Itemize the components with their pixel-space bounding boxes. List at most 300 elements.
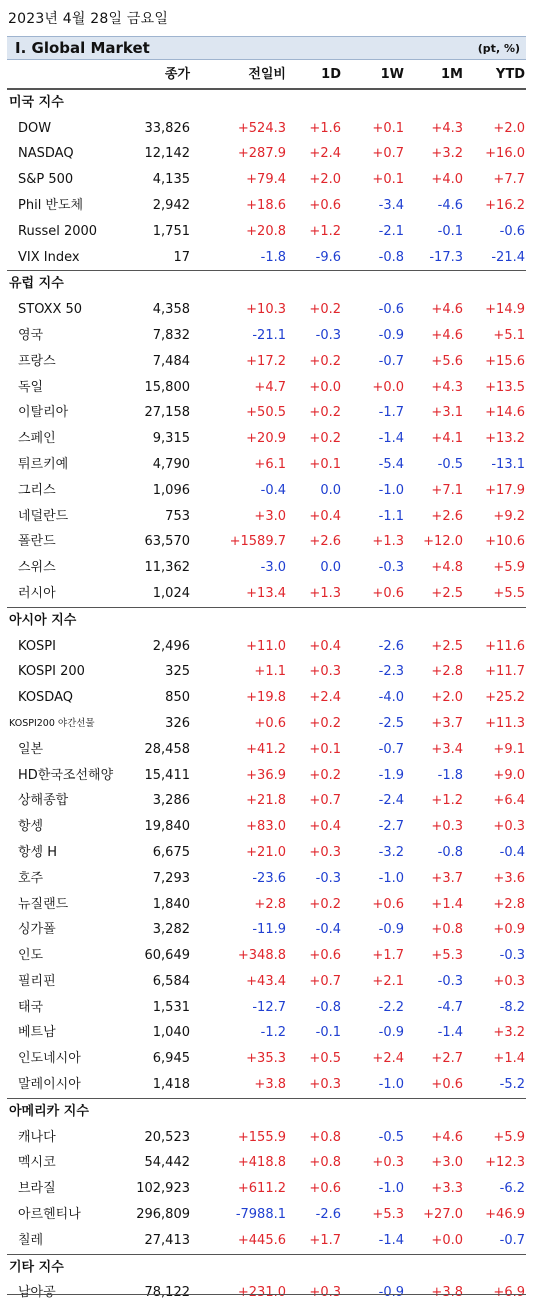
- change-ytd: +16.0: [485, 146, 525, 162]
- change-1m: +2.7: [431, 1051, 463, 1067]
- change-1m: -4.7: [437, 999, 463, 1015]
- close-value: 1,531: [152, 999, 190, 1015]
- change-1w: -1.4: [378, 431, 404, 447]
- change-ytd: +14.9: [485, 302, 525, 318]
- table-row: [7, 995, 526, 1021]
- table-row: [7, 452, 526, 478]
- change-1d: -0.3: [315, 870, 341, 886]
- table-header: [7, 62, 526, 89]
- change-value: +41.2: [246, 741, 286, 757]
- close-value: 1,418: [152, 1077, 190, 1093]
- table-row: [7, 866, 526, 892]
- table-row: [7, 1202, 526, 1228]
- index-name: 남아공: [18, 1285, 56, 1301]
- change-1m: +27.0: [423, 1207, 463, 1223]
- close-value: 17: [173, 249, 190, 265]
- index-name: 호주: [18, 870, 44, 886]
- change-1m: +2.5: [431, 585, 463, 601]
- change-1d: -0.8: [315, 999, 341, 1015]
- header-1w: 1W: [380, 67, 404, 82]
- change-1d: +1.6: [309, 120, 341, 136]
- index-name: Phil 반도체: [18, 197, 84, 213]
- change-value: +155.9: [237, 1129, 286, 1145]
- change-ytd: +11.7: [485, 664, 525, 680]
- change-1w: -1.0: [378, 1181, 404, 1197]
- change-value: -11.9: [252, 922, 286, 938]
- index-name: 항셍 H: [18, 844, 58, 860]
- index-name: 항셍: [18, 819, 44, 835]
- change-1d: +0.6: [309, 1181, 341, 1197]
- change-1m: -0.5: [437, 456, 463, 472]
- change-ytd: +1.4: [493, 1051, 525, 1067]
- table-row: [7, 1020, 526, 1046]
- change-1d: +0.3: [309, 1285, 341, 1301]
- table-row: [7, 555, 526, 581]
- change-1w: -0.9: [378, 1025, 404, 1041]
- change-value: -3.0: [260, 560, 286, 576]
- change-1m: -1.8: [437, 767, 463, 783]
- change-ytd: -21.4: [491, 249, 525, 265]
- index-name: 인도: [18, 948, 44, 964]
- table-row: [7, 193, 526, 219]
- change-value: +20.9: [246, 431, 286, 447]
- change-value: -1.8: [260, 249, 286, 265]
- table-row: [7, 634, 526, 660]
- close-value: 3,282: [152, 922, 190, 938]
- close-value: 27,413: [144, 1232, 190, 1248]
- change-1m: +4.1: [431, 431, 463, 447]
- change-1d: +2.6: [309, 534, 341, 550]
- change-1d: +0.2: [309, 715, 341, 731]
- close-value: 12,142: [144, 146, 190, 162]
- change-1m: +3.4: [431, 741, 463, 757]
- close-value: 15,800: [144, 379, 190, 395]
- change-1d: +0.2: [309, 431, 341, 447]
- change-ytd: +11.3: [485, 715, 525, 731]
- change-1d: -2.6: [315, 1207, 341, 1223]
- change-1m: +2.5: [431, 638, 463, 654]
- table-row: [7, 581, 526, 607]
- change-1m: +4.6: [431, 1129, 463, 1145]
- table-row: [7, 711, 526, 737]
- change-1w: +5.3: [372, 1207, 404, 1223]
- change-1w: -1.1: [378, 508, 404, 524]
- index-name: 일본: [18, 741, 44, 757]
- section-title: 아시아 지수: [9, 612, 77, 628]
- index-name: 스위스: [18, 560, 56, 576]
- change-ytd: +5.5: [493, 585, 525, 601]
- change-1m: +0.3: [431, 819, 463, 835]
- change-value: +3.8: [254, 1077, 286, 1093]
- index-name: KOSPI 200: [18, 664, 85, 680]
- change-value: +83.0: [246, 819, 286, 835]
- change-1w: -2.4: [378, 793, 404, 809]
- table-row: [7, 1125, 526, 1151]
- change-1w: +1.7: [372, 948, 404, 964]
- index-name: 말레이시아: [18, 1077, 81, 1093]
- table-row: [7, 969, 526, 995]
- change-value: +11.0: [246, 638, 286, 654]
- close-value: 850: [165, 690, 190, 706]
- section-header: [7, 1098, 526, 1125]
- change-ytd: +13.5: [485, 379, 525, 395]
- change-value: +348.8: [237, 948, 286, 964]
- report-date: 2023년 4월 28일 금요일: [8, 11, 169, 27]
- index-name: 네덜란드: [18, 508, 69, 524]
- close-value: 296,809: [136, 1207, 190, 1223]
- change-value: +36.9: [246, 767, 286, 783]
- table-bottom-rule: [7, 1294, 526, 1295]
- index-name: Russel 2000: [18, 223, 98, 239]
- section-title: 아메리카 지수: [9, 1103, 89, 1119]
- change-value: -21.1: [252, 327, 286, 343]
- change-1w: +0.7: [372, 146, 404, 162]
- close-value: 27,158: [144, 405, 190, 421]
- change-value: +50.5: [246, 405, 286, 421]
- change-1d: -0.3: [315, 327, 341, 343]
- change-1m: +5.3: [431, 948, 463, 964]
- change-ytd: +6.4: [493, 793, 525, 809]
- change-ytd: +7.7: [493, 172, 525, 188]
- index-name: 뉴질랜드: [18, 896, 69, 912]
- change-1m: +1.2: [431, 793, 463, 809]
- close-value: 11,362: [144, 560, 190, 576]
- index-name: 베트남: [18, 1025, 56, 1041]
- section-title: 기타 지수: [9, 1259, 64, 1275]
- table-row: [7, 426, 526, 452]
- close-value: 6,675: [152, 844, 190, 860]
- header-change: 전일비: [248, 67, 286, 82]
- change-value: +524.3: [237, 120, 286, 136]
- change-1d: +0.4: [309, 508, 341, 524]
- change-1w: -0.9: [378, 327, 404, 343]
- change-ytd: +2.0: [493, 120, 525, 136]
- table-row: [7, 814, 526, 840]
- change-1w: -1.9: [378, 767, 404, 783]
- change-1d: +0.0: [309, 379, 341, 395]
- change-1w: -1.7: [378, 405, 404, 421]
- change-1m: +2.0: [431, 690, 463, 706]
- change-1m: +12.0: [423, 534, 463, 550]
- close-value: 7,484: [152, 353, 190, 369]
- change-value: +43.4: [246, 973, 286, 989]
- change-1m: +0.6: [431, 1077, 463, 1093]
- section-banner: [7, 36, 526, 60]
- change-1d: +0.2: [309, 896, 341, 912]
- table-row: [7, 116, 526, 142]
- change-ytd: +25.2: [485, 690, 525, 706]
- close-value: 6,945: [152, 1051, 190, 1067]
- table-row: [7, 892, 526, 918]
- change-value: -12.7: [252, 999, 286, 1015]
- change-1d: 0.0: [320, 482, 341, 498]
- index-name: KOSPI200 야간선물: [9, 717, 95, 729]
- change-1m: -0.1: [437, 223, 463, 239]
- close-value: 325: [165, 664, 190, 680]
- change-1m: +3.7: [431, 715, 463, 731]
- index-name: 영국: [18, 327, 44, 343]
- change-ytd: +5.9: [493, 1129, 525, 1145]
- change-1m: +3.1: [431, 405, 463, 421]
- change-1w: -0.9: [378, 1285, 404, 1301]
- change-value: +611.2: [237, 1181, 286, 1197]
- change-1m: +0.0: [431, 1232, 463, 1248]
- change-1m: +3.2: [431, 146, 463, 162]
- header-1m: 1M: [441, 67, 463, 82]
- close-value: 1,840: [152, 896, 190, 912]
- index-name: 아르헨티나: [18, 1207, 81, 1223]
- change-1w: -2.2: [378, 999, 404, 1015]
- change-1m: +3.0: [431, 1155, 463, 1171]
- table-row: [7, 504, 526, 530]
- change-1w: +2.1: [372, 973, 404, 989]
- change-ytd: +2.8: [493, 896, 525, 912]
- table-row: [7, 1046, 526, 1072]
- change-1d: +0.2: [309, 405, 341, 421]
- change-1w: -0.3: [378, 560, 404, 576]
- change-1w: -2.1: [378, 223, 404, 239]
- table-row: [7, 1176, 526, 1202]
- change-1m: -0.3: [437, 973, 463, 989]
- change-value: +1.1: [254, 664, 286, 680]
- change-1m: +0.8: [431, 922, 463, 938]
- index-name: S&P 500: [18, 172, 74, 188]
- table-row: [7, 685, 526, 711]
- change-1w: +2.4: [372, 1051, 404, 1067]
- table-row: [7, 763, 526, 789]
- index-name: 칠레: [18, 1232, 44, 1248]
- section-header: [7, 1254, 526, 1281]
- change-value: +0.6: [254, 715, 286, 731]
- change-1d: +0.3: [309, 664, 341, 680]
- change-1m: +4.6: [431, 327, 463, 343]
- index-name: 러시아: [18, 585, 56, 601]
- change-1m: +5.6: [431, 353, 463, 369]
- change-1m: +3.7: [431, 870, 463, 886]
- change-ytd: -0.4: [499, 844, 525, 860]
- index-name: 스페인: [18, 431, 56, 447]
- close-value: 753: [165, 508, 190, 524]
- close-value: 7,832: [152, 327, 190, 343]
- change-1w: +0.1: [372, 120, 404, 136]
- change-value: +10.3: [246, 302, 286, 318]
- change-1d: +0.7: [309, 793, 341, 809]
- change-ytd: +10.6: [485, 534, 525, 550]
- change-1m: +4.3: [431, 379, 463, 395]
- index-name: 인도네시아: [18, 1051, 81, 1067]
- index-name: 튀르키예: [18, 456, 69, 472]
- change-1d: +0.5: [309, 1051, 341, 1067]
- change-ytd: -5.2: [499, 1077, 525, 1093]
- close-value: 33,826: [144, 120, 190, 136]
- table-row: [7, 141, 526, 167]
- change-1w: -0.9: [378, 922, 404, 938]
- index-name: STOXX 50: [18, 302, 83, 318]
- change-1d: +1.3: [309, 585, 341, 601]
- change-1m: +4.6: [431, 302, 463, 318]
- change-ytd: +14.6: [485, 405, 525, 421]
- change-ytd: -0.3: [499, 948, 525, 964]
- close-value: 28,458: [144, 741, 190, 757]
- index-name: NASDAQ: [18, 146, 74, 162]
- section-title: 미국 지수: [9, 94, 64, 110]
- change-value: +79.4: [246, 172, 286, 188]
- change-1d: +0.6: [309, 197, 341, 213]
- close-value: 78,122: [144, 1285, 190, 1301]
- change-1d: +0.1: [309, 741, 341, 757]
- change-ytd: -13.1: [491, 456, 525, 472]
- change-value: +20.8: [246, 223, 286, 239]
- close-value: 326: [165, 715, 190, 731]
- change-value: +418.8: [237, 1155, 286, 1171]
- change-value: +21.8: [246, 793, 286, 809]
- change-1d: +0.8: [309, 1129, 341, 1145]
- index-name: KOSDAQ: [18, 690, 73, 706]
- change-ytd: +13.2: [485, 431, 525, 447]
- change-ytd: +12.3: [485, 1155, 525, 1171]
- change-1d: -0.4: [315, 922, 341, 938]
- change-1w: -4.0: [378, 690, 404, 706]
- close-value: 19,840: [144, 819, 190, 835]
- table-row: [7, 219, 526, 245]
- change-1w: -2.3: [378, 664, 404, 680]
- change-1d: +0.2: [309, 767, 341, 783]
- close-value: 4,790: [152, 456, 190, 472]
- change-1w: +0.6: [372, 585, 404, 601]
- table-row: [7, 400, 526, 426]
- change-1w: -3.4: [378, 197, 404, 213]
- table-row: [7, 788, 526, 814]
- table-row: [7, 1150, 526, 1176]
- close-value: 4,358: [152, 302, 190, 318]
- table-row: [7, 659, 526, 685]
- change-value: +1589.7: [229, 534, 286, 550]
- section-title: 유럽 지수: [9, 276, 64, 292]
- change-1m: +3.8: [431, 1285, 463, 1301]
- table-row: [7, 245, 526, 271]
- change-1w: -1.0: [378, 482, 404, 498]
- change-1d: +0.8: [309, 1155, 341, 1171]
- close-value: 1,040: [152, 1025, 190, 1041]
- change-1m: +2.8: [431, 664, 463, 680]
- change-1d: +0.2: [309, 353, 341, 369]
- change-ytd: +9.2: [493, 508, 525, 524]
- change-1w: +0.0: [372, 379, 404, 395]
- close-value: 1,751: [152, 223, 190, 239]
- index-name: VIX Index: [18, 249, 80, 265]
- table-row: [7, 943, 526, 969]
- close-value: 20,523: [144, 1129, 190, 1145]
- change-ytd: +16.2: [485, 197, 525, 213]
- change-1d: -9.6: [315, 249, 341, 265]
- index-name: 필리핀: [18, 973, 56, 989]
- change-value: -23.6: [252, 870, 286, 886]
- table-row: [7, 323, 526, 349]
- change-value: +19.8: [246, 690, 286, 706]
- change-ytd: +3.2: [493, 1025, 525, 1041]
- change-1w: -2.7: [378, 819, 404, 835]
- change-1w: -3.2: [378, 844, 404, 860]
- header-close: 종가: [164, 67, 190, 82]
- change-1d: +2.0: [309, 172, 341, 188]
- close-value: 7,293: [152, 870, 190, 886]
- change-ytd: +0.3: [493, 973, 525, 989]
- index-name: 이탈리아: [18, 405, 69, 421]
- change-1m: +4.8: [431, 560, 463, 576]
- change-1m: +7.1: [431, 482, 463, 498]
- change-1w: +0.1: [372, 172, 404, 188]
- index-name: 프랑스: [18, 353, 56, 369]
- change-1w: -5.4: [378, 456, 404, 472]
- index-name: 그리스: [18, 482, 56, 498]
- close-value: 2,942: [152, 197, 190, 213]
- close-value: 9,315: [152, 431, 190, 447]
- change-1d: +0.3: [309, 844, 341, 860]
- change-1m: +1.4: [431, 896, 463, 912]
- change-1d: +2.4: [309, 146, 341, 162]
- index-name: 브라질: [18, 1181, 56, 1197]
- change-1m: +3.3: [431, 1181, 463, 1197]
- change-1d: +0.6: [309, 948, 341, 964]
- change-1w: -0.7: [378, 741, 404, 757]
- change-value: +3.0: [254, 508, 286, 524]
- section-header: [7, 270, 526, 297]
- banner-unit: (pt, %): [477, 42, 520, 55]
- change-ytd: +17.9: [485, 482, 525, 498]
- change-ytd: +3.6: [493, 870, 525, 886]
- change-ytd: -8.2: [499, 999, 525, 1015]
- change-1d: +0.3: [309, 1077, 341, 1093]
- change-1d: +0.7: [309, 973, 341, 989]
- market-table: [7, 62, 526, 1306]
- table-row: [7, 1072, 526, 1098]
- banner-title: Ⅰ. Global Market: [15, 39, 150, 57]
- close-value: 54,442: [144, 1155, 190, 1171]
- change-value: -1.2: [260, 1025, 286, 1041]
- change-1m: -4.6: [437, 197, 463, 213]
- header-1d: 1D: [321, 67, 341, 82]
- change-ytd: +6.9: [493, 1285, 525, 1301]
- change-1d: +1.7: [309, 1232, 341, 1248]
- index-name: 멕시코: [18, 1155, 56, 1171]
- index-name: KOSPI: [18, 638, 56, 654]
- change-1w: -1.4: [378, 1232, 404, 1248]
- change-1m: +4.0: [431, 172, 463, 188]
- change-1m: +2.6: [431, 508, 463, 524]
- change-value: +287.9: [237, 146, 286, 162]
- change-ytd: +5.1: [493, 327, 525, 343]
- index-name: DOW: [18, 120, 52, 136]
- header-ytd: YTD: [495, 67, 525, 82]
- change-value: +17.2: [246, 353, 286, 369]
- change-ytd: +9.0: [493, 767, 525, 783]
- table-row: [7, 478, 526, 504]
- table-row: [7, 349, 526, 375]
- index-name: HD한국조선해양: [18, 767, 114, 783]
- change-1w: +1.3: [372, 534, 404, 550]
- change-1w: -0.7: [378, 353, 404, 369]
- index-name: 캐나다: [18, 1129, 56, 1145]
- change-1w: -0.5: [378, 1129, 404, 1145]
- change-1w: -2.6: [378, 638, 404, 654]
- change-ytd: -0.7: [499, 1232, 525, 1248]
- change-ytd: +0.9: [493, 922, 525, 938]
- index-name: 태국: [18, 999, 44, 1015]
- change-1m: -1.4: [437, 1025, 463, 1041]
- section-header: [7, 89, 526, 116]
- change-value: +18.6: [246, 197, 286, 213]
- table-row: [7, 840, 526, 866]
